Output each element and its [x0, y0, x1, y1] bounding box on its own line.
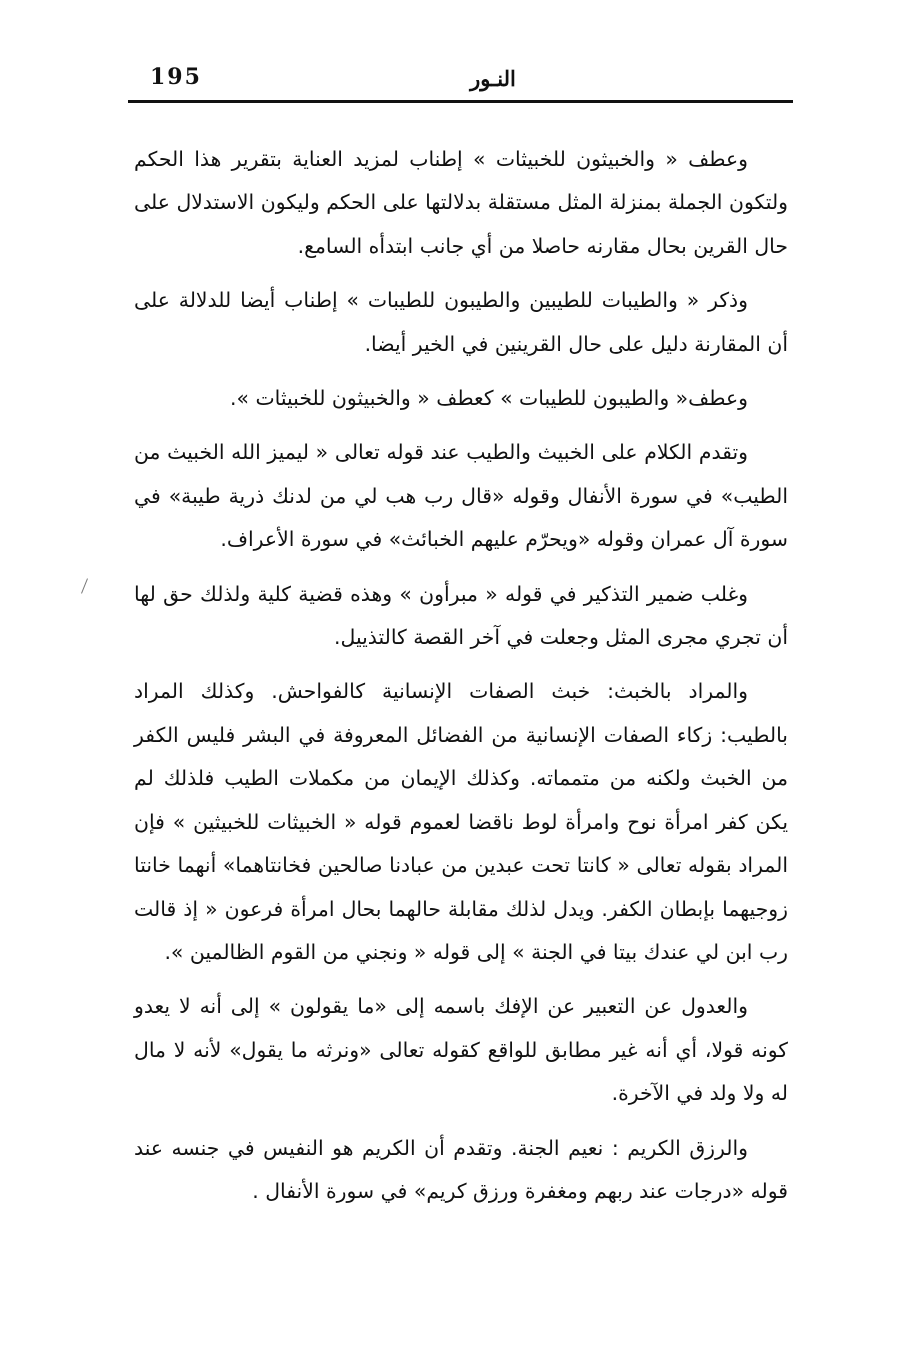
paragraph: والمراد بالخبث: خبث الصفات الإنسانية كالفواحش. وكذلك المراد بالطيب: زكاء الصفات الإنسانية من الفضائل المعروفة في البشر فليس الكفر من الخبث ولكنه من متمماته. وكذلك الإيمان من مكملات الطيب فلذلك لم يكن كفر امرأة نوح وامرأة لوط ناقضا لعموم قوله « الخبيثات للخبيثين » فإن المراد بقوله تعالى « كانتا تحت عبدين من عبادنا صالحين فخانتاهما» أنهما خانتا زوجيهما بإبطان الكفر. ويدل لذلك مقابلة حالهما بحال امرأة فرعون « إذ قالت رب ابن لي عندك بيتا في الجنة » إلى قوله « ونجني من القوم الظالمين ».	[134, 679, 788, 964]
header-rule	[128, 100, 793, 103]
paragraph: وتقدم الكلام على الخبيث والطيب عند قوله تعالى « ليميز الله الخبيث من الطيب» في سورة الأنفال وقوله «قال رب هب لي من لدنك ذرية طيبة» في سورة آل عمران وقوله «ويحرّم عليهم الخبائث» في سورة الأعراف.	[134, 440, 788, 552]
paragraph: وغلب ضمير التذكير في قوله « مبرأون » وهذه قضية كلية ولذلك حق لها أن تجري مجرى المثل وجعلت في آخر القصة كالتذييل.	[134, 581, 788, 650]
scan-mark	[81, 578, 88, 593]
paragraph: والرزق الكريم : نعيم الجنة. وتقدم أن الكريم هو النفيس في جنسه عند قوله «درجات عند ربهم ومغفرة ورزق كريم» في سورة الأنفال .	[134, 1135, 788, 1203]
running-title: النـور	[470, 66, 516, 91]
page-header	[128, 56, 793, 96]
body-text	[134, 138, 788, 1224]
paragraph: وعطف « والخبيثون للخبيثات » إطناب لمزيد العناية بتقرير هذا الحكم ولتكون الجملة بمنزلة المثل مستقلة بدلالتها على الحكم وليكون الاستدلال على حال القرين بحال مقارنه حاصلا من أي جانب ابتدأه السامع.	[134, 147, 788, 258]
page-number: 195	[150, 64, 202, 90]
paragraph: وذكر « والطيبات للطيبين والطيبون للطيبات » إطناب أيضا للدلالة على أن المقارنة دليل على حال القرينين في الخير أيضا.	[134, 288, 788, 356]
paragraph: وعطف« والطيبون للطيبات » كعطف « والخبيثون للخبيثات ».	[230, 386, 748, 411]
paragraph: والعدول عن التعبير عن الإفك باسمه إلى «ما يقولون » إلى أنه لا يعدو كونه قولا، أي أنه غير مطابق للواقع كقوله تعالى «ونرثه ما يقول» لأنه لا مال له ولا ولد في الآخرة.	[134, 994, 788, 1106]
